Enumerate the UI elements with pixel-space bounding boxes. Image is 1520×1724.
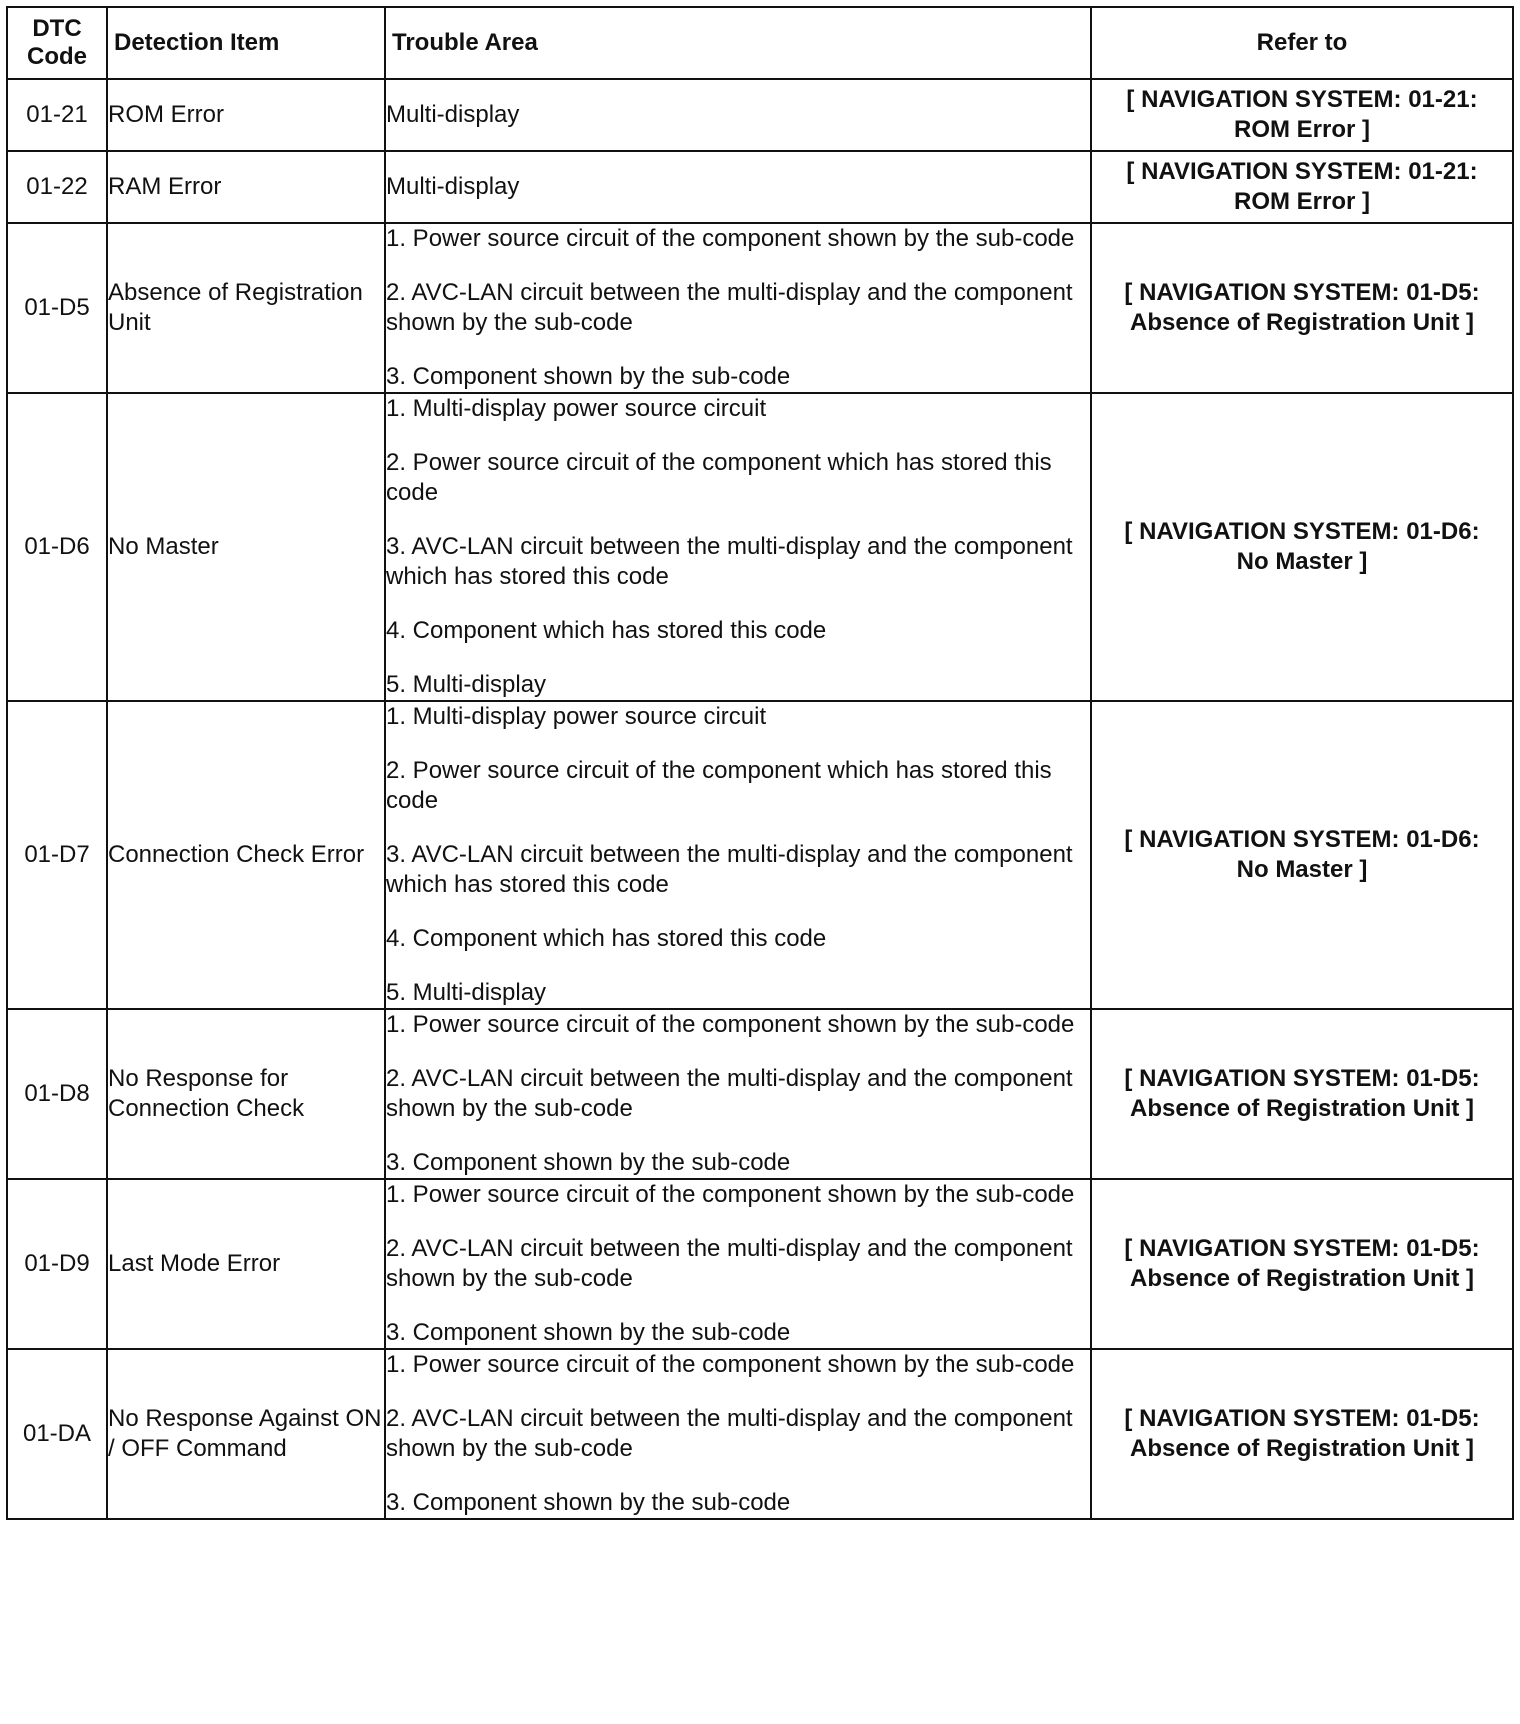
refer-to-line: [ NAVIGATION SYSTEM: 01-D5:: [1124, 279, 1480, 306]
detection-item-cell: No Response for Connection Check: [107, 1009, 385, 1179]
trouble-area-entry: 1. Power source circuit of the component shown by the sub-code: [386, 225, 1075, 252]
trouble-area-cell: [385, 151, 1091, 223]
trouble-area-entry: 3. Component shown by the sub-code: [386, 363, 791, 390]
trouble-area-cell: [385, 223, 1091, 393]
refer-to-line: [ NAVIGATION SYSTEM: 01-D6:: [1124, 826, 1480, 853]
refer-to-line: Absence of Registration Unit ]: [1129, 309, 1475, 336]
table-row: [7, 79, 1513, 151]
table-row: [7, 393, 1513, 701]
header-detection-item: Detection Item: [107, 7, 385, 79]
trouble-area-entry: 3. Component shown by the sub-code: [386, 1149, 791, 1176]
refer-to-cell: [1091, 223, 1513, 393]
refer-to-line: Absence of Registration Unit ]: [1129, 1265, 1475, 1292]
trouble-area-cell: [385, 1349, 1091, 1519]
dtc-code-cell: 01-D7: [7, 701, 107, 1009]
trouble-area-entry: 3. Component shown by the sub-code: [386, 1489, 791, 1516]
refer-to-line: [ NAVIGATION SYSTEM: 01-D5:: [1124, 1405, 1480, 1432]
detection-item-cell: No Master: [107, 393, 385, 701]
trouble-area-entry: Multi-display: [386, 101, 520, 128]
refer-to-line: [ NAVIGATION SYSTEM: 01-D6:: [1124, 518, 1480, 545]
refer-to-line: ROM Error ]: [1233, 188, 1370, 215]
header-trouble-area: Trouble Area: [385, 7, 1091, 79]
trouble-area-entry: 2. Power source circuit of the component which has stored this code: [386, 757, 1052, 814]
trouble-area-cell: [385, 1179, 1091, 1349]
trouble-area-entry: 3. AVC-LAN circuit between the multi-display and the component which has stored this code: [386, 841, 1073, 898]
dtc-code-cell: 01-D9: [7, 1179, 107, 1349]
trouble-area-entry: 2. Power source circuit of the component which has stored this code: [386, 449, 1052, 506]
trouble-area-cell: [385, 701, 1091, 1009]
trouble-area-entry: 2. AVC-LAN circuit between the multi-display and the component shown by the sub-code: [386, 1235, 1073, 1292]
refer-to-cell: [1091, 79, 1513, 151]
detection-item-cell: RAM Error: [107, 151, 385, 223]
refer-to-line: [ NAVIGATION SYSTEM: 01-21:: [1126, 86, 1478, 113]
trouble-area-entry: 1. Power source circuit of the component shown by the sub-code: [386, 1351, 1075, 1378]
refer-to-cell: [1091, 151, 1513, 223]
trouble-area-entry: Multi-display: [386, 173, 520, 200]
header-refer-to: Refer to: [1091, 7, 1513, 79]
trouble-area-entry: 1. Power source circuit of the component shown by the sub-code: [386, 1011, 1075, 1038]
trouble-area-entry: 1. Multi-display power source circuit: [386, 703, 767, 730]
trouble-area-entry: 4. Component which has stored this code: [386, 617, 827, 644]
header-row: [7, 7, 1513, 79]
refer-to-cell: [1091, 1179, 1513, 1349]
trouble-area-cell: [385, 1009, 1091, 1179]
refer-to-line: [ NAVIGATION SYSTEM: 01-D5:: [1124, 1235, 1480, 1262]
trouble-area-entry: 2. AVC-LAN circuit between the multi-display and the component shown by the sub-code: [386, 1065, 1073, 1122]
dtc-code-cell: 01-D8: [7, 1009, 107, 1179]
detection-item-cell: Last Mode Error: [107, 1179, 385, 1349]
header-dtc-code-line1: DTC: [32, 15, 82, 42]
trouble-area-entry: 2. AVC-LAN circuit between the multi-display and the component shown by the sub-code: [386, 279, 1073, 336]
refer-to-line: Absence of Registration Unit ]: [1129, 1095, 1475, 1122]
trouble-area-cell: [385, 393, 1091, 701]
refer-to-line: No Master ]: [1236, 548, 1368, 575]
header-dtc-code-line2: Code: [27, 43, 87, 70]
detection-item-cell: Absence of Registration Unit: [107, 223, 385, 393]
trouble-area-entry: 5. Multi-display: [386, 979, 547, 1006]
refer-to-line: Absence of Registration Unit ]: [1129, 1435, 1475, 1462]
table-row: [7, 223, 1513, 393]
dtc-code-cell: 01-21: [7, 79, 107, 151]
dtc-code-cell: 01-D5: [7, 223, 107, 393]
dtc-code-cell: 01-DA: [7, 1349, 107, 1519]
table-row: [7, 151, 1513, 223]
dtc-code-cell: 01-22: [7, 151, 107, 223]
detection-item-cell: Connection Check Error: [107, 701, 385, 1009]
table-row: [7, 1349, 1513, 1519]
trouble-area-cell: [385, 79, 1091, 151]
table-header: [7, 7, 1513, 79]
table-body: [7, 79, 1513, 1519]
dtc-table: [6, 6, 1514, 1520]
detection-item-cell: No Response Against ON / OFF Command: [107, 1349, 385, 1519]
trouble-area-entry: 5. Multi-display: [386, 671, 547, 698]
refer-to-line: ROM Error ]: [1233, 116, 1370, 143]
refer-to-cell: [1091, 393, 1513, 701]
refer-to-cell: [1091, 1349, 1513, 1519]
trouble-area-entry: 1. Power source circuit of the component shown by the sub-code: [386, 1181, 1075, 1208]
dtc-code-cell: 01-D6: [7, 393, 107, 701]
refer-to-cell: [1091, 1009, 1513, 1179]
detection-item-cell: ROM Error: [107, 79, 385, 151]
trouble-area-entry: 3. Component shown by the sub-code: [386, 1319, 791, 1346]
refer-to-line: [ NAVIGATION SYSTEM: 01-21:: [1126, 158, 1478, 185]
header-dtc-code: [7, 7, 107, 79]
table-row: [7, 1179, 1513, 1349]
refer-to-line: No Master ]: [1236, 856, 1368, 883]
table-row: [7, 1009, 1513, 1179]
trouble-area-entry: 4. Component which has stored this code: [386, 925, 827, 952]
trouble-area-entry: 2. AVC-LAN circuit between the multi-display and the component shown by the sub-code: [386, 1405, 1073, 1462]
trouble-area-entry: 3. AVC-LAN circuit between the multi-display and the component which has stored this code: [386, 533, 1073, 590]
trouble-area-entry: 1. Multi-display power source circuit: [386, 395, 767, 422]
table-row: [7, 701, 1513, 1009]
refer-to-cell: [1091, 701, 1513, 1009]
refer-to-line: [ NAVIGATION SYSTEM: 01-D5:: [1124, 1065, 1480, 1092]
